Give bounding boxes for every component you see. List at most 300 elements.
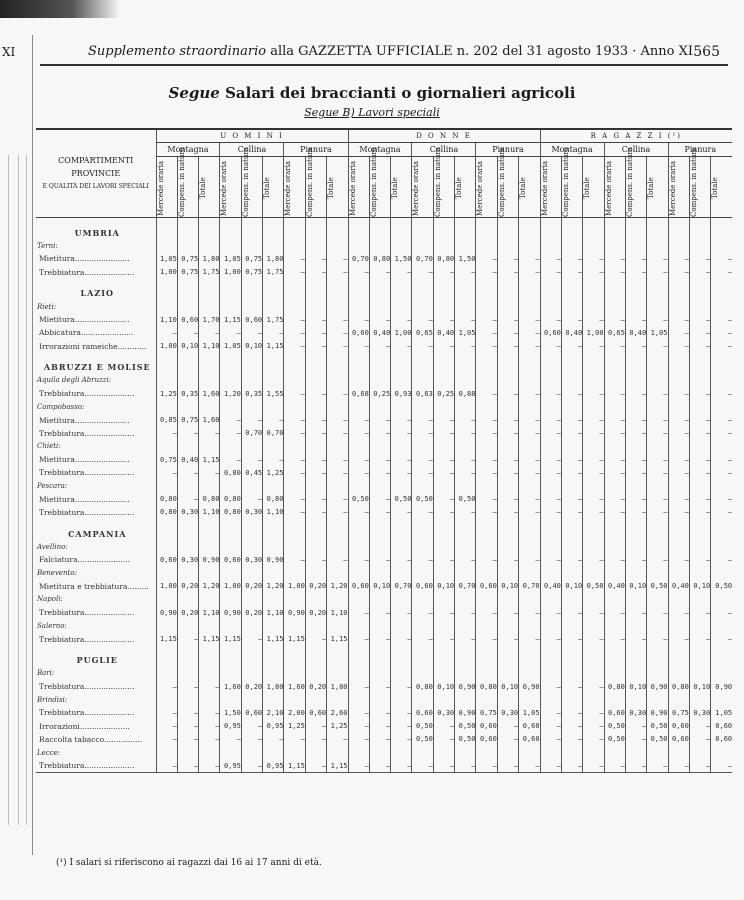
wage-cell: – xyxy=(540,413,561,426)
wage-cell: – xyxy=(455,266,476,279)
wage-cell: 0,25 xyxy=(433,387,454,400)
wage-cell: – xyxy=(476,632,497,645)
wage-cell: – xyxy=(369,720,390,733)
work-label: Trebbiatura..................... xyxy=(39,634,135,644)
zone-header: Collina xyxy=(220,143,284,157)
wage-cell: – xyxy=(476,413,497,426)
region-row xyxy=(36,361,732,374)
wage-cell: 1,50 xyxy=(391,252,412,265)
work-label: Mietitura....................... xyxy=(39,254,130,264)
wage-cell: 0,45 xyxy=(241,466,262,479)
wage-cell: 0,10 xyxy=(689,680,710,693)
wage-cell: – xyxy=(668,387,689,400)
table-row xyxy=(36,506,732,519)
wage-cell: – xyxy=(391,340,412,353)
wage-cell: 0,60 xyxy=(711,720,732,733)
wage-cell: 0,90 xyxy=(455,706,476,719)
wage-cell: – xyxy=(689,453,710,466)
wage-cell: – xyxy=(668,493,689,506)
wage-cell: – xyxy=(604,466,625,479)
wage-cell: – xyxy=(519,313,540,326)
supplement-label: Supplemento straordinario xyxy=(88,44,267,59)
wage-cell: – xyxy=(604,252,625,265)
wage-cell: – xyxy=(540,453,561,466)
wage-cell: – xyxy=(433,453,454,466)
wage-cell: – xyxy=(369,680,390,693)
wage-cell: – xyxy=(241,453,262,466)
wage-cell: – xyxy=(199,427,220,440)
wage-cell: – xyxy=(497,266,518,279)
section-subtitle: Segue B) Lavori speciali xyxy=(304,106,440,119)
wage-cell: – xyxy=(305,759,326,773)
wage-cell: – xyxy=(241,326,262,339)
wage-cell: 0,50 xyxy=(455,493,476,506)
wage-cell: – xyxy=(156,720,177,733)
wage-cell: – xyxy=(391,606,412,619)
wage-cell: – xyxy=(348,466,369,479)
wage-cell: – xyxy=(412,413,433,426)
wage-cell: 0,75 xyxy=(177,252,198,265)
wage-cell: 0,40 xyxy=(540,580,561,593)
wage-cell: – xyxy=(540,506,561,519)
wage-cell: – xyxy=(604,453,625,466)
wage-cell: – xyxy=(561,413,582,426)
wage-cell: – xyxy=(540,313,561,326)
wage-cell: – xyxy=(689,606,710,619)
wage-cell: 0,50 xyxy=(412,493,433,506)
wage-cell: – xyxy=(689,340,710,353)
wage-cell: – xyxy=(583,266,604,279)
wage-cell: – xyxy=(647,493,668,506)
province-label: Bari: xyxy=(37,669,55,678)
table-row xyxy=(36,252,732,265)
wage-cell: 0,70 xyxy=(241,427,262,440)
wage-cell: – xyxy=(647,759,668,773)
wage-cell: – xyxy=(540,680,561,693)
wage-cell: – xyxy=(668,553,689,566)
wage-cell: – xyxy=(647,506,668,519)
wage-cell: 0,80 xyxy=(220,506,241,519)
wage-cell: – xyxy=(711,427,732,440)
wage-cell: – xyxy=(583,706,604,719)
wage-cell: 0,75 xyxy=(177,413,198,426)
wage-cell: 0,90 xyxy=(284,606,305,619)
wage-cell: – xyxy=(327,387,348,400)
wage-cell: 0,80 xyxy=(199,493,220,506)
wage-cell: – xyxy=(284,413,305,426)
wage-cell: – xyxy=(625,427,646,440)
wage-cell: – xyxy=(497,427,518,440)
wage-cell: – xyxy=(284,340,305,353)
wage-cell: – xyxy=(476,387,497,400)
wage-cell: 0,60 xyxy=(220,553,241,566)
wage-cell: – xyxy=(561,606,582,619)
wage-cell: – xyxy=(711,493,732,506)
wage-cell: 0,60 xyxy=(348,326,369,339)
wage-cell: – xyxy=(561,493,582,506)
wage-cell: – xyxy=(156,326,177,339)
wage-cell: – xyxy=(177,680,198,693)
wage-cell: 0,30 xyxy=(433,706,454,719)
wage-cell: – xyxy=(711,387,732,400)
wage-cell: – xyxy=(497,252,518,265)
wage-cell: 1,50 xyxy=(455,252,476,265)
wage-cell: – xyxy=(433,553,454,566)
wage-cell: – xyxy=(369,413,390,426)
wage-cell: – xyxy=(711,266,732,279)
wage-cell: 0,80 xyxy=(476,680,497,693)
wage-cell: – xyxy=(668,453,689,466)
wage-cell: – xyxy=(284,453,305,466)
wage-cell: 1,00 xyxy=(156,580,177,593)
wage-cell: – xyxy=(625,733,646,746)
spacer-row xyxy=(36,353,732,361)
wage-cell: – xyxy=(348,680,369,693)
wage-cell: – xyxy=(177,759,198,773)
wage-cell: – xyxy=(369,733,390,746)
table-row xyxy=(36,340,732,353)
prov-row xyxy=(36,693,732,706)
wage-cell: 0,50 xyxy=(455,720,476,733)
wage-cell: 0,50 xyxy=(647,733,668,746)
wage-cell: – xyxy=(711,413,732,426)
wage-cell: – xyxy=(199,720,220,733)
table-row xyxy=(36,553,732,566)
zone-header: Pianura xyxy=(668,143,732,157)
wage-cell: – xyxy=(561,706,582,719)
wages-table xyxy=(36,128,732,773)
wage-cell: – xyxy=(561,553,582,566)
wage-cell: 0,60 xyxy=(604,706,625,719)
wage-cell: – xyxy=(647,632,668,645)
wage-cell: 0,63 xyxy=(412,387,433,400)
wage-cell: – xyxy=(604,413,625,426)
wage-cell: – xyxy=(284,733,305,746)
wage-cell: – xyxy=(391,427,412,440)
wage-cell: 0,20 xyxy=(241,580,262,593)
wage-cell: 0,95 xyxy=(263,720,284,733)
wage-cell: 0,90 xyxy=(263,553,284,566)
work-label: Trebbiatura..................... xyxy=(39,507,135,517)
wage-cell: 0,20 xyxy=(241,680,262,693)
wage-cell: 1,75 xyxy=(199,266,220,279)
wage-cell: 0,30 xyxy=(177,506,198,519)
wage-cell: – xyxy=(625,453,646,466)
wage-cell: 1,60 xyxy=(284,680,305,693)
wage-cell: – xyxy=(348,606,369,619)
wage-cell: – xyxy=(391,759,412,773)
wage-cell: 0,20 xyxy=(177,606,198,619)
prov-row xyxy=(36,746,732,759)
subcol-header: Mercede oraria xyxy=(348,160,357,216)
wage-cell: – xyxy=(455,632,476,645)
wage-cell: – xyxy=(519,759,540,773)
wage-cell: 0,95 xyxy=(263,759,284,773)
wage-cell: 0,10 xyxy=(177,340,198,353)
wage-cell: – xyxy=(668,266,689,279)
work-label: Trebbiatura..................... xyxy=(39,708,135,718)
wage-cell: 0,80 xyxy=(156,506,177,519)
work-label: Irrorazioni rameiche............ xyxy=(39,341,147,351)
wage-cell: – xyxy=(241,759,262,773)
wage-cell: – xyxy=(369,427,390,440)
subcol-header: Compens. in natura xyxy=(369,147,378,217)
wage-cell: – xyxy=(583,313,604,326)
wage-cell: 1,05 xyxy=(519,706,540,719)
table-row xyxy=(36,580,732,593)
work-label: Trebbiatura..................... xyxy=(39,468,135,478)
wage-cell: 1,05 xyxy=(220,252,241,265)
wage-cell: – xyxy=(369,340,390,353)
wage-cell: 1,15 xyxy=(156,632,177,645)
wage-cell: – xyxy=(647,606,668,619)
wage-cell: – xyxy=(497,632,518,645)
page-title: Segue Salari dei braccianti o giornalieri agricoli xyxy=(168,84,576,102)
wage-cell: – xyxy=(519,427,540,440)
table-row xyxy=(36,493,732,506)
wage-cell: – xyxy=(284,506,305,519)
wage-cell: – xyxy=(327,340,348,353)
wage-cell: – xyxy=(647,266,668,279)
wage-cell: – xyxy=(497,606,518,619)
wage-cell: – xyxy=(497,387,518,400)
wage-cell: 1,15 xyxy=(327,632,348,645)
wage-cell: – xyxy=(668,466,689,479)
wage-cell: – xyxy=(327,427,348,440)
wage-cell: 0,40 xyxy=(369,326,390,339)
wage-cell: – xyxy=(455,340,476,353)
wage-cell: – xyxy=(668,340,689,353)
wage-cell: – xyxy=(476,266,497,279)
wage-cell: 0,60 xyxy=(412,580,433,593)
wage-cell: – xyxy=(284,553,305,566)
wage-cell: – xyxy=(519,506,540,519)
wage-cell: – xyxy=(583,252,604,265)
wage-cell: – xyxy=(305,387,326,400)
province-label: Pescara: xyxy=(37,481,68,490)
wage-cell: – xyxy=(497,553,518,566)
wage-cell: 0,70 xyxy=(412,252,433,265)
wage-cell: – xyxy=(689,553,710,566)
wage-cell: – xyxy=(305,553,326,566)
wage-cell: 1,15 xyxy=(284,632,305,645)
wage-cell: – xyxy=(327,252,348,265)
wage-cell: 0,90 xyxy=(220,606,241,619)
wage-cell: – xyxy=(540,252,561,265)
wage-cell: – xyxy=(540,427,561,440)
region-label: ABRUZZI E MOLISE xyxy=(43,362,151,373)
wage-cell: – xyxy=(604,493,625,506)
wage-cell: – xyxy=(156,759,177,773)
subcol-header: Totale xyxy=(711,177,720,199)
wage-cell: – xyxy=(476,427,497,440)
prov-row xyxy=(36,567,732,580)
wage-cell: – xyxy=(305,266,326,279)
wage-cell: – xyxy=(497,313,518,326)
wage-cell: – xyxy=(263,733,284,746)
prov-row xyxy=(36,619,732,632)
wage-cell: – xyxy=(583,733,604,746)
wage-cell: – xyxy=(241,720,262,733)
wage-cell: – xyxy=(604,427,625,440)
wage-cell: 1,20 xyxy=(220,387,241,400)
wage-cell: – xyxy=(561,252,582,265)
wage-cell: – xyxy=(284,427,305,440)
wage-cell: 1,75 xyxy=(263,313,284,326)
wage-cell: 1,20 xyxy=(263,580,284,593)
wage-cell: – xyxy=(476,506,497,519)
wage-cell: – xyxy=(433,759,454,773)
wage-cell: – xyxy=(497,759,518,773)
wage-cell: 0,10 xyxy=(561,580,582,593)
wage-cell: – xyxy=(177,706,198,719)
wage-cell: 0,50 xyxy=(647,720,668,733)
wage-cell: – xyxy=(305,506,326,519)
wage-cell: – xyxy=(433,313,454,326)
wage-cell: – xyxy=(625,632,646,645)
wage-cell: – xyxy=(348,427,369,440)
wage-cell: 0,10 xyxy=(433,580,454,593)
wage-cell: – xyxy=(540,466,561,479)
wage-cell: 0,75 xyxy=(241,252,262,265)
wage-cell: 0,10 xyxy=(433,680,454,693)
wage-cell: 1,15 xyxy=(220,313,241,326)
wage-cell: – xyxy=(689,506,710,519)
wage-cell: 1,05 xyxy=(647,326,668,339)
wage-cell: – xyxy=(369,453,390,466)
wage-cell: – xyxy=(369,632,390,645)
wage-cell: – xyxy=(583,340,604,353)
wage-cell: – xyxy=(476,313,497,326)
wage-cell: – xyxy=(647,427,668,440)
wage-cell: – xyxy=(668,632,689,645)
wage-cell: – xyxy=(583,493,604,506)
wage-cell: – xyxy=(433,340,454,353)
gazette-label: alla GAZZETTA UFFICIALE n. 202 del 31 agosto 1933 · Anno XI xyxy=(270,44,694,59)
wage-cell: – xyxy=(540,606,561,619)
wage-cell: – xyxy=(348,313,369,326)
wage-cell: – xyxy=(476,553,497,566)
wage-cell: – xyxy=(689,326,710,339)
zone-header: Collina xyxy=(604,143,668,157)
table-row xyxy=(36,720,732,733)
wage-cell: 0,50 xyxy=(711,580,732,593)
wage-cell: – xyxy=(476,326,497,339)
wage-cell: 0,35 xyxy=(241,387,262,400)
wage-cell: – xyxy=(156,680,177,693)
wage-cell: – xyxy=(369,606,390,619)
subcol-header: Totale xyxy=(199,177,208,199)
wage-cell: – xyxy=(476,453,497,466)
wage-cell: – xyxy=(583,759,604,773)
wage-cell: – xyxy=(497,453,518,466)
wage-cell: 1,15 xyxy=(263,340,284,353)
prov-row xyxy=(36,479,732,492)
header-rule xyxy=(40,64,728,66)
wage-cell: – xyxy=(519,493,540,506)
wage-cell: 0,60 xyxy=(519,720,540,733)
wage-cell: – xyxy=(199,680,220,693)
wage-cell: – xyxy=(391,706,412,719)
wage-cell: – xyxy=(540,632,561,645)
work-label: Falciatura...................... xyxy=(39,555,130,565)
wage-cell: 0,75 xyxy=(156,453,177,466)
prov-row xyxy=(36,239,732,252)
wage-cell: – xyxy=(263,453,284,466)
wage-cell: 1,70 xyxy=(199,313,220,326)
wage-cell: – xyxy=(583,387,604,400)
province-label: Terni: xyxy=(37,241,58,250)
wage-cell: 0,50 xyxy=(412,733,433,746)
wage-cell: 1,60 xyxy=(220,680,241,693)
wage-cell: – xyxy=(284,387,305,400)
wage-cell: – xyxy=(220,733,241,746)
wage-cell: – xyxy=(519,553,540,566)
wage-cell: – xyxy=(604,387,625,400)
wage-cell: – xyxy=(369,266,390,279)
prov-row xyxy=(36,540,732,553)
region-row xyxy=(36,287,732,300)
region-row xyxy=(36,654,732,667)
wage-cell: – xyxy=(327,553,348,566)
wage-cell: – xyxy=(561,313,582,326)
wage-cell: 0,70 xyxy=(455,580,476,593)
wage-cell: – xyxy=(625,466,646,479)
wage-cell: 0,60 xyxy=(241,313,262,326)
wage-cell: – xyxy=(433,720,454,733)
wage-cell: – xyxy=(327,266,348,279)
spacer-row xyxy=(36,646,732,654)
work-label: Trebbiatura..................... xyxy=(39,267,135,277)
wage-cell: – xyxy=(647,466,668,479)
wage-cell: – xyxy=(305,632,326,645)
wage-cell: – xyxy=(689,252,710,265)
prov-row xyxy=(36,400,732,413)
wage-cell: – xyxy=(540,493,561,506)
wage-cell: – xyxy=(391,720,412,733)
wage-cell: – xyxy=(519,252,540,265)
work-label: Mietitura....................... xyxy=(39,315,130,325)
wage-cell: 1,15 xyxy=(263,632,284,645)
wage-cell: – xyxy=(497,340,518,353)
page-header xyxy=(40,44,720,62)
zone-header: Pianura xyxy=(476,143,540,157)
wage-cell: 0,50 xyxy=(412,720,433,733)
work-label: Irrorazioni..................... xyxy=(39,721,130,731)
wage-cell: – xyxy=(433,606,454,619)
wage-cell: 0,90 xyxy=(711,680,732,693)
wage-cell: – xyxy=(433,413,454,426)
wage-cell: – xyxy=(604,759,625,773)
wage-cell: – xyxy=(348,453,369,466)
wage-cell: 1,10 xyxy=(263,506,284,519)
wage-cell: 0,30 xyxy=(241,553,262,566)
wage-cell: – xyxy=(668,606,689,619)
wage-cell: – xyxy=(305,313,326,326)
wage-cell: 1,80 xyxy=(327,680,348,693)
prov-row xyxy=(36,667,732,680)
wage-cell: – xyxy=(199,706,220,719)
wage-cell: 0,50 xyxy=(604,720,625,733)
wage-cell: – xyxy=(561,759,582,773)
prov-row xyxy=(36,300,732,313)
wage-cell: – xyxy=(305,453,326,466)
table-row xyxy=(36,632,732,645)
province-label: Brindisi: xyxy=(37,695,68,704)
wage-cell: – xyxy=(711,632,732,645)
wage-cell: 2,60 xyxy=(327,706,348,719)
province-label: Lecce: xyxy=(37,748,61,757)
